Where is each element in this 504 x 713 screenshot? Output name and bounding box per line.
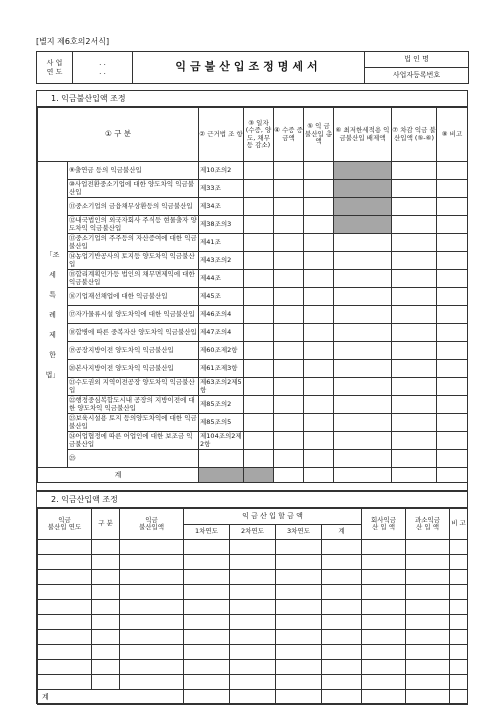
- section-1: [36, 90, 468, 491]
- section-2-table: [37, 508, 468, 705]
- cell[interactable]: [334, 414, 392, 432]
- cell[interactable]: [322, 540, 362, 555]
- table-row: [38, 555, 468, 570]
- cell[interactable]: [450, 690, 468, 705]
- cell[interactable]: [244, 396, 274, 414]
- cell[interactable]: [406, 540, 450, 555]
- cell[interactable]: [120, 630, 184, 645]
- total-label: 계: [38, 690, 184, 705]
- cell[interactable]: [362, 570, 406, 585]
- cell[interactable]: [406, 660, 450, 675]
- cell[interactable]: [392, 162, 437, 180]
- section-1-table: [37, 107, 468, 483]
- cell[interactable]: [334, 468, 392, 483]
- cell[interactable]: [304, 396, 334, 414]
- cell[interactable]: [450, 540, 468, 555]
- cell[interactable]: [38, 615, 92, 630]
- cell[interactable]: [304, 288, 334, 306]
- cell[interactable]: [276, 660, 322, 675]
- cell[interactable]: [304, 450, 334, 468]
- table-row: [38, 600, 468, 615]
- col-header-amount: ④ 수증 증 금액: [274, 108, 304, 162]
- cell[interactable]: [274, 252, 304, 270]
- cell[interactable]: [304, 414, 334, 432]
- cell[interactable]: [450, 675, 468, 690]
- cell[interactable]: [92, 660, 120, 675]
- row-law: 제60조제2항: [199, 342, 244, 360]
- col-header-amount: 익금 불산입액: [120, 509, 184, 540]
- cell[interactable]: [406, 690, 450, 705]
- cell[interactable]: [244, 180, 274, 198]
- row-law: 제85조의2: [199, 396, 244, 414]
- table-row: [38, 615, 468, 630]
- cell[interactable]: [38, 675, 92, 690]
- cell[interactable]: [322, 660, 362, 675]
- cell[interactable]: [38, 540, 92, 555]
- cell[interactable]: [406, 615, 450, 630]
- cell[interactable]: [450, 630, 468, 645]
- row-item: ㉑수도권외 지역이전공장 양도차익 익금불산입: [68, 378, 199, 396]
- cell[interactable]: [450, 615, 468, 630]
- cell[interactable]: [244, 252, 274, 270]
- cell[interactable]: [304, 162, 334, 180]
- cell[interactable]: [274, 432, 304, 450]
- cell[interactable]: [437, 360, 468, 378]
- row-item: ㉒행정중심복합도시내 공장의 지방이전에 대한 양도차익 익금불산입: [68, 396, 199, 414]
- row-item: ⑳본사지방이전 양도차익 익금불산입: [68, 360, 199, 378]
- cell[interactable]: [276, 570, 322, 585]
- cell[interactable]: [274, 468, 304, 483]
- cell[interactable]: [392, 270, 437, 288]
- section-2-title: 2. 익금산입액 조정: [37, 492, 467, 508]
- col-header-law: ② 근거법 조 항: [199, 108, 244, 162]
- table-row: [38, 630, 468, 645]
- cell[interactable]: [406, 570, 450, 585]
- cell: [244, 468, 274, 483]
- cell[interactable]: [276, 555, 322, 570]
- col-header-year3: 3차연도: [276, 524, 322, 540]
- cell[interactable]: [437, 324, 468, 342]
- business-year-label: 사 업 연 도: [37, 52, 73, 84]
- cell[interactable]: [406, 555, 450, 570]
- cell[interactable]: [322, 585, 362, 600]
- cell[interactable]: [437, 270, 468, 288]
- col-header-excluded: ⑥ 최저한세적용 익금불산입 배제액: [334, 108, 392, 162]
- cell[interactable]: [334, 396, 392, 414]
- col-header-note: ⑧ 비고: [437, 108, 468, 162]
- cell[interactable]: [334, 360, 392, 378]
- cell[interactable]: [437, 198, 468, 216]
- cell[interactable]: [406, 630, 450, 645]
- cell[interactable]: [304, 360, 334, 378]
- cell[interactable]: [184, 645, 230, 660]
- cell[interactable]: [392, 180, 437, 198]
- business-year-value[interactable]: . . . .: [73, 52, 133, 84]
- cell[interactable]: [184, 570, 230, 585]
- cell[interactable]: [437, 468, 468, 483]
- row-law: 제33조: [199, 180, 244, 198]
- cell[interactable]: [274, 162, 304, 180]
- row-item: ⑲공장지방이전 양도차익 익금불산입: [68, 342, 199, 360]
- header-table: [36, 51, 469, 84]
- cell[interactable]: [437, 288, 468, 306]
- row-item: ⑰자가물류시설 양도차익에 대한 익금불산입: [68, 306, 199, 324]
- group-label: 「조 세 특 례 제 한 법」: [38, 162, 68, 468]
- cell[interactable]: [392, 216, 437, 234]
- cell[interactable]: [392, 414, 437, 432]
- cell[interactable]: [334, 306, 392, 324]
- row-item: ⑱합병에 따른 중복자산 양도차익 익금불산입: [68, 324, 199, 342]
- cell[interactable]: [244, 414, 274, 432]
- row-law: 제41조: [199, 234, 244, 252]
- cell[interactable]: [92, 630, 120, 645]
- cell[interactable]: [450, 585, 468, 600]
- cell[interactable]: [450, 570, 468, 585]
- cell[interactable]: [244, 162, 274, 180]
- cell[interactable]: [392, 252, 437, 270]
- cell[interactable]: [450, 600, 468, 615]
- cell[interactable]: [334, 450, 392, 468]
- cell[interactable]: [450, 555, 468, 570]
- cell[interactable]: [334, 324, 392, 342]
- biz-reg-label: 사업자등록번호: [365, 68, 469, 84]
- cell[interactable]: [184, 615, 230, 630]
- col-header-year: 익금 불산입 연도: [38, 509, 92, 540]
- cell[interactable]: [244, 360, 274, 378]
- col-header-under: 과소익금 산 입 액: [406, 509, 450, 540]
- cell[interactable]: [244, 450, 274, 468]
- row-item: ⑪중소기업의 금융채무상환등의 익금불산입: [68, 198, 199, 216]
- cell[interactable]: [362, 600, 406, 615]
- cell[interactable]: [392, 432, 437, 450]
- cell[interactable]: [120, 615, 184, 630]
- cell[interactable]: [304, 270, 334, 288]
- cell[interactable]: [276, 690, 322, 705]
- row-law: 제10조의2: [199, 162, 244, 180]
- cell[interactable]: [304, 378, 334, 396]
- cell[interactable]: [274, 306, 304, 324]
- row-item: ⑨출연금 등의 익금불산입: [68, 162, 199, 180]
- cell[interactable]: [274, 450, 304, 468]
- cell[interactable]: [392, 360, 437, 378]
- cell[interactable]: [362, 675, 406, 690]
- cell[interactable]: [230, 660, 276, 675]
- cell[interactable]: [120, 600, 184, 615]
- cell[interactable]: [362, 660, 406, 675]
- cell: [334, 198, 392, 216]
- col-header-company: 회사익금 산 입 액: [362, 509, 406, 540]
- cell[interactable]: [120, 645, 184, 660]
- cell[interactable]: [230, 555, 276, 570]
- cell[interactable]: [120, 555, 184, 570]
- cell[interactable]: [274, 216, 304, 234]
- cell[interactable]: [274, 198, 304, 216]
- cell[interactable]: [322, 675, 362, 690]
- col-header-type: 구 분: [92, 509, 120, 540]
- cell[interactable]: [437, 216, 468, 234]
- cell[interactable]: [38, 630, 92, 645]
- cell[interactable]: [230, 600, 276, 615]
- cell[interactable]: [362, 555, 406, 570]
- cell[interactable]: [184, 555, 230, 570]
- row-law: 제104조의2제2항: [200, 432, 242, 448]
- cell[interactable]: [322, 645, 362, 660]
- col-header-total: ⑤ 익 금 불산입 총 액: [304, 108, 334, 162]
- cell[interactable]: [92, 675, 120, 690]
- cell[interactable]: [244, 270, 274, 288]
- cell[interactable]: [276, 540, 322, 555]
- cell[interactable]: [334, 432, 392, 450]
- cell[interactable]: [392, 198, 437, 216]
- cell[interactable]: [92, 600, 120, 615]
- cell[interactable]: [437, 306, 468, 324]
- cell[interactable]: [392, 288, 437, 306]
- cell[interactable]: [274, 180, 304, 198]
- cell[interactable]: [362, 615, 406, 630]
- cell[interactable]: [334, 288, 392, 306]
- cell[interactable]: [120, 675, 184, 690]
- cell[interactable]: [437, 180, 468, 198]
- cell[interactable]: [274, 360, 304, 378]
- cell[interactable]: [322, 555, 362, 570]
- cell[interactable]: [274, 396, 304, 414]
- cell[interactable]: [406, 600, 450, 615]
- row-item: ㉓보육시설용 토지 등의양도차익에 대한 익금불산입: [69, 414, 197, 430]
- cell[interactable]: [92, 570, 120, 585]
- cell[interactable]: [304, 234, 334, 252]
- cell[interactable]: [230, 630, 276, 645]
- cell[interactable]: [437, 414, 468, 432]
- row-item: ⑬중소기업의 주주등의 자산증여에 대한 익금불산입: [69, 234, 197, 250]
- row-law: 제34조: [199, 198, 244, 216]
- cell[interactable]: [230, 585, 276, 600]
- cell[interactable]: [38, 660, 92, 675]
- cell[interactable]: [334, 234, 392, 252]
- cell[interactable]: [304, 468, 334, 483]
- cell[interactable]: [276, 585, 322, 600]
- cell[interactable]: [437, 396, 468, 414]
- row-law: 제85조의5: [199, 414, 244, 432]
- cell[interactable]: [304, 432, 334, 450]
- cell: [334, 162, 392, 180]
- cell[interactable]: [392, 450, 437, 468]
- col-header-net: ⑦ 차감 익금 불산입액 (⑤-⑥): [392, 108, 437, 162]
- cell[interactable]: [392, 234, 437, 252]
- cell[interactable]: [274, 342, 304, 360]
- cell[interactable]: [120, 660, 184, 675]
- row-item: ⑮합리계획인가등 법인의 채무면제익에 대한 익금불산입: [68, 270, 199, 288]
- cell[interactable]: [276, 615, 322, 630]
- cell[interactable]: [322, 615, 362, 630]
- col-header-sum: 계: [322, 524, 362, 540]
- row-item: ㉔어업협정에 따른 어업인에 대한 보조금 익금불산입: [68, 432, 199, 450]
- cell[interactable]: [244, 198, 274, 216]
- cell[interactable]: [120, 540, 184, 555]
- row-law: 제38조의3: [199, 216, 244, 234]
- table-row: [38, 675, 468, 690]
- cell[interactable]: [38, 645, 92, 660]
- corp-name-label: 법 인 명: [365, 52, 469, 68]
- cell[interactable]: [230, 540, 276, 555]
- table-row: [38, 585, 468, 600]
- row-item: ㉕: [68, 450, 199, 468]
- cell[interactable]: [437, 432, 468, 450]
- row-item: ⑩사업전환중소기업에 대한 양도차익 익금불산입: [68, 180, 199, 198]
- cell[interactable]: [274, 270, 304, 288]
- cell[interactable]: [322, 690, 362, 705]
- cell[interactable]: [362, 645, 406, 660]
- cell[interactable]: [230, 690, 276, 705]
- cell[interactable]: [184, 600, 230, 615]
- cell[interactable]: [322, 600, 362, 615]
- cell[interactable]: [244, 288, 274, 306]
- cell[interactable]: [184, 585, 230, 600]
- cell[interactable]: [392, 306, 437, 324]
- cell[interactable]: [244, 432, 274, 450]
- cell[interactable]: [392, 396, 437, 414]
- row-item: ⑭농업기반공사의 토지등 양도차익 익금불산입: [68, 252, 199, 270]
- cell[interactable]: [184, 630, 230, 645]
- cell[interactable]: [304, 198, 334, 216]
- row-item: ⑫내국법인의 외국자회사 주식등 현물출자 양도차익 익금불산입: [69, 216, 197, 232]
- cell[interactable]: [362, 540, 406, 555]
- cell[interactable]: [304, 342, 334, 360]
- cell[interactable]: [38, 585, 92, 600]
- cell[interactable]: [244, 378, 274, 396]
- cell[interactable]: [450, 645, 468, 660]
- cell[interactable]: [38, 600, 92, 615]
- cell[interactable]: [276, 645, 322, 660]
- row-law: 제47조의4: [199, 324, 244, 342]
- section-1-title: 1. 익금불산입액 조정: [37, 91, 467, 107]
- cell: [334, 216, 392, 234]
- cell[interactable]: [230, 615, 276, 630]
- cell[interactable]: [392, 342, 437, 360]
- cell[interactable]: [406, 675, 450, 690]
- cell[interactable]: [437, 342, 468, 360]
- form-label: [별지 제6호의2서식]: [36, 37, 110, 46]
- cell[interactable]: [230, 645, 276, 660]
- cell[interactable]: [334, 378, 392, 396]
- table-row: [38, 570, 468, 585]
- cell[interactable]: [392, 468, 437, 483]
- cell[interactable]: [92, 585, 120, 600]
- cell[interactable]: [230, 570, 276, 585]
- cell[interactable]: [120, 570, 184, 585]
- table-row: [38, 660, 468, 675]
- cell[interactable]: [334, 342, 392, 360]
- row-law: 제45조: [199, 288, 244, 306]
- col-header-year1: 1차연도: [184, 524, 230, 540]
- row-law: 제61조제3항: [199, 360, 244, 378]
- cell[interactable]: [92, 645, 120, 660]
- cell[interactable]: [437, 378, 468, 396]
- col-header-note: 비 고: [450, 509, 468, 540]
- cell[interactable]: [406, 645, 450, 660]
- cell[interactable]: [304, 324, 334, 342]
- cell: [334, 180, 392, 198]
- cell[interactable]: [92, 540, 120, 555]
- cell[interactable]: [244, 324, 274, 342]
- cell[interactable]: [392, 324, 437, 342]
- cell[interactable]: [274, 324, 304, 342]
- row-law: 제43조의2: [199, 252, 244, 270]
- cell[interactable]: [184, 675, 230, 690]
- table-row: [38, 645, 468, 660]
- cell[interactable]: [334, 270, 392, 288]
- cell[interactable]: [304, 252, 334, 270]
- cell[interactable]: [304, 180, 334, 198]
- row-law: [199, 450, 244, 468]
- cell[interactable]: [276, 675, 322, 690]
- cell[interactable]: [244, 342, 274, 360]
- cell[interactable]: [244, 216, 274, 234]
- cell[interactable]: [38, 555, 92, 570]
- cell[interactable]: [230, 675, 276, 690]
- cell[interactable]: [244, 234, 274, 252]
- cell[interactable]: [437, 252, 468, 270]
- cell[interactable]: [304, 216, 334, 234]
- cell[interactable]: [406, 585, 450, 600]
- cell[interactable]: [334, 252, 392, 270]
- cell[interactable]: [392, 378, 437, 396]
- cell[interactable]: [322, 630, 362, 645]
- row-item: ⑯기업재선채업에 대한 익금불산입: [68, 288, 199, 306]
- row-law: 제63조의2제5항: [200, 378, 242, 394]
- cell[interactable]: [437, 234, 468, 252]
- col-header-date: ③ 일자(수증, 양도, 채무 등 감소): [244, 108, 274, 162]
- cell[interactable]: [274, 288, 304, 306]
- cell[interactable]: [274, 234, 304, 252]
- table-row: [38, 540, 468, 555]
- cell[interactable]: [184, 660, 230, 675]
- cell[interactable]: [92, 555, 120, 570]
- cell[interactable]: [92, 615, 120, 630]
- row-law: 제44조: [199, 270, 244, 288]
- row-law: 제46조의4: [199, 306, 244, 324]
- form-title: 익금불산입조정명세서: [133, 52, 365, 84]
- cell[interactable]: [362, 630, 406, 645]
- col-header-year2: 2차연도: [230, 524, 276, 540]
- cell[interactable]: [322, 570, 362, 585]
- cell[interactable]: [274, 414, 304, 432]
- cell[interactable]: [437, 450, 468, 468]
- section-2: [36, 491, 468, 704]
- cell: [199, 468, 244, 483]
- cell[interactable]: [304, 306, 334, 324]
- cell[interactable]: [450, 660, 468, 675]
- cell[interactable]: [184, 540, 230, 555]
- cell[interactable]: [437, 162, 468, 180]
- cell[interactable]: [276, 600, 322, 615]
- cell[interactable]: [274, 378, 304, 396]
- cell[interactable]: [244, 306, 274, 324]
- cell[interactable]: [362, 585, 406, 600]
- col-header-category: ① 구 분: [38, 108, 199, 162]
- cell[interactable]: [120, 585, 184, 600]
- col-header-group: 익 금 산 입 할 금 액: [184, 509, 362, 525]
- cell[interactable]: [362, 690, 406, 705]
- cell[interactable]: [184, 690, 230, 705]
- cell[interactable]: [38, 570, 92, 585]
- cell[interactable]: [276, 630, 322, 645]
- total-label: 계: [38, 468, 199, 483]
